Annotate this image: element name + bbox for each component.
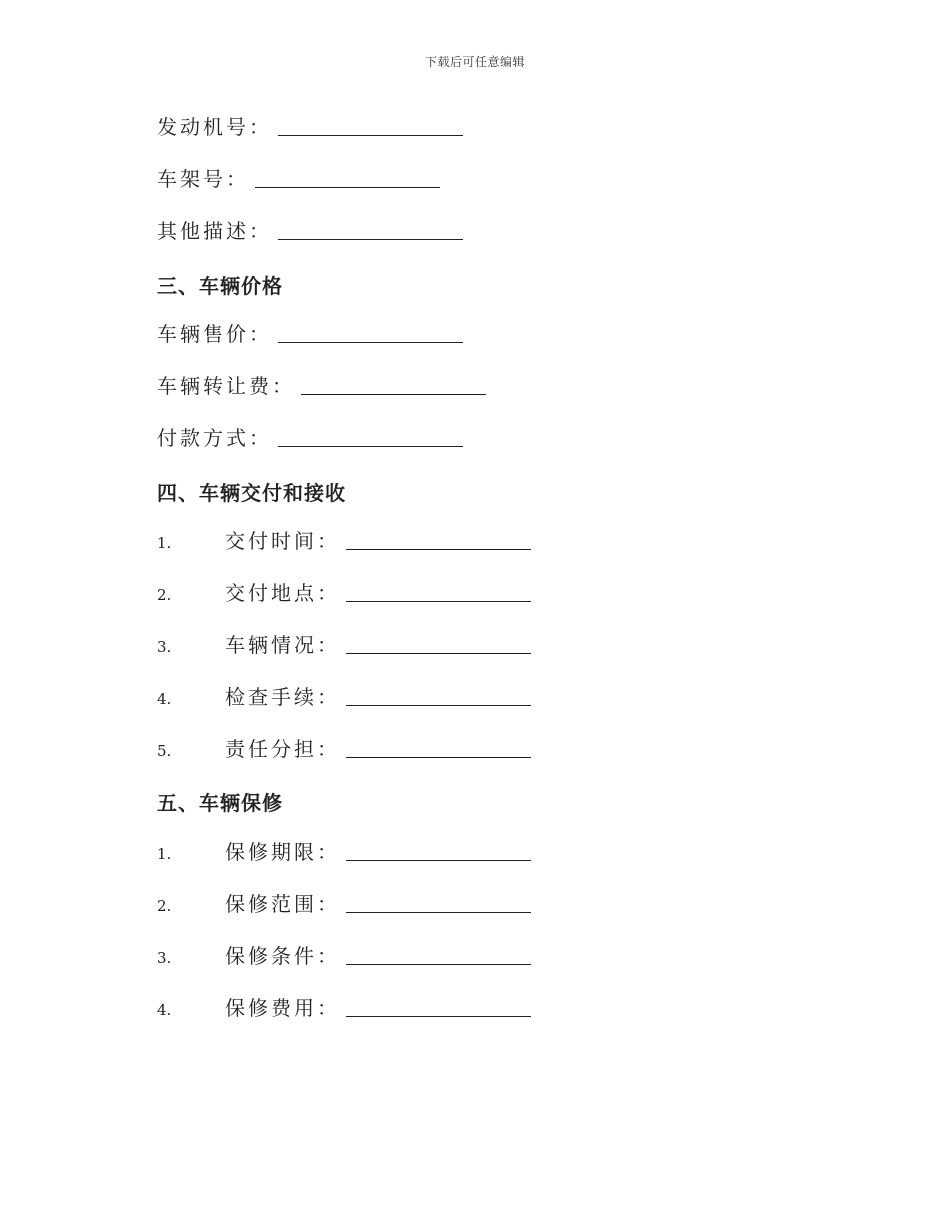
warranty-scope-blank: [346, 911, 531, 913]
warranty-conditions-label: 保修条件：: [225, 944, 340, 968]
transfer-fee-label: 车辆转让费：: [157, 374, 295, 398]
list-item: [157, 524, 531, 554]
list-item: [157, 628, 531, 658]
vehicle-condition-label: 车辆情况：: [225, 633, 340, 657]
payment-method-blank: [278, 445, 463, 447]
list-number: 3.: [157, 638, 172, 656]
warranty-period-blank: [346, 859, 531, 861]
list-number: 4.: [157, 1001, 172, 1019]
warranty-period-label: 保修期限：: [225, 840, 340, 864]
list-number: 1.: [157, 534, 172, 552]
warranty-cost-label: 保修费用：: [225, 996, 340, 1020]
frame-no-field: [157, 162, 440, 192]
list-number: 5.: [157, 742, 172, 760]
page-header: 下载后可任意编辑: [424, 55, 525, 69]
list-number: 2.: [157, 586, 172, 604]
payment-method-label: 付款方式：: [157, 426, 272, 450]
other-desc-blank: [278, 238, 463, 240]
sale-price-blank: [278, 341, 463, 343]
vehicle-condition-blank: [346, 652, 531, 654]
list-item: [157, 732, 531, 762]
list-item: [157, 835, 531, 865]
list-number: 1.: [157, 845, 172, 863]
delivery-place-blank: [346, 600, 531, 602]
other-desc-field: [157, 214, 463, 244]
sale-price-label: 车辆售价：: [157, 322, 272, 346]
list-item: [157, 939, 531, 969]
section-5-heading: 五、车辆保修: [157, 791, 283, 815]
warranty-cost-blank: [346, 1015, 531, 1017]
list-item: [157, 576, 531, 606]
section-4-heading: 四、车辆交付和接收: [157, 481, 346, 505]
payment-method-field: [157, 421, 463, 451]
frame-no-blank: [255, 186, 440, 188]
list-number: 2.: [157, 897, 172, 915]
delivery-place-label: 交付地点：: [225, 581, 340, 605]
transfer-fee-blank: [301, 393, 486, 395]
engine-no-blank: [278, 134, 463, 136]
inspection-blank: [346, 704, 531, 706]
list-number: 4.: [157, 690, 172, 708]
sale-price-field: [157, 317, 463, 347]
liability-label: 责任分担：: [225, 737, 340, 761]
section-3-heading: 三、车辆价格: [157, 274, 283, 298]
frame-no-label: 车架号：: [157, 167, 249, 191]
warranty-scope-label: 保修范围：: [225, 892, 340, 916]
liability-blank: [346, 756, 531, 758]
list-item: [157, 887, 531, 917]
list-item: [157, 680, 531, 710]
list-number: 3.: [157, 949, 172, 967]
other-desc-label: 其他描述：: [157, 219, 272, 243]
engine-no-field: [157, 110, 463, 140]
delivery-time-blank: [346, 548, 531, 550]
transfer-fee-field: [157, 369, 486, 399]
list-item: [157, 991, 531, 1021]
inspection-label: 检查手续：: [225, 685, 340, 709]
engine-no-label: 发动机号：: [157, 115, 272, 139]
delivery-time-label: 交付时间：: [225, 529, 340, 553]
warranty-conditions-blank: [346, 963, 531, 965]
